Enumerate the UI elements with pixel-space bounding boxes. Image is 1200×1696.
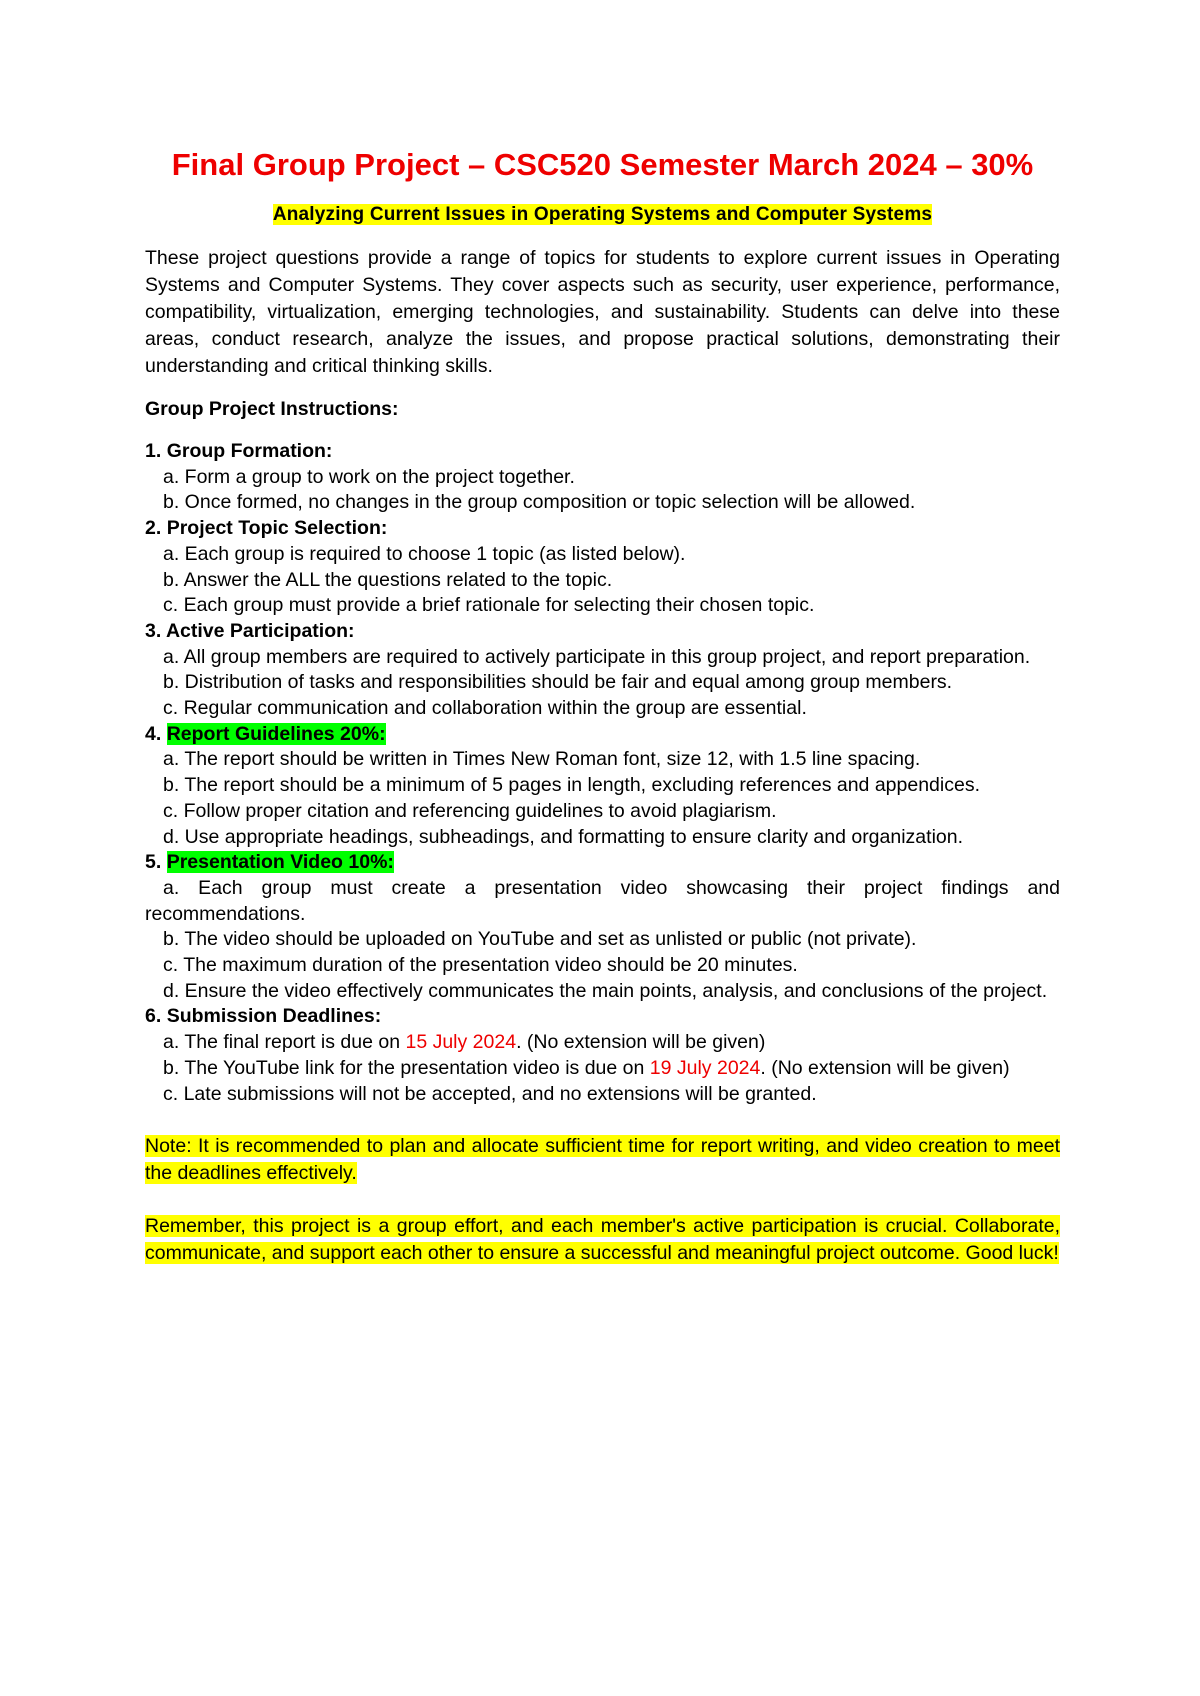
section-title: 5. Presentation Video 10%:	[145, 851, 394, 874]
list-item: b. Once formed, no changes in the group composition or topic selection will be allowed.	[163, 491, 916, 514]
section-title: 6. Submission Deadlines:	[145, 1005, 382, 1028]
section-title: 4. Report Guidelines 20%:	[145, 722, 386, 745]
subtitle-wrap	[145, 203, 1060, 227]
section-active-participation	[145, 619, 1060, 722]
section-title: 2. Project Topic Selection:	[145, 517, 388, 540]
highlighted-heading: Presentation Video 10%:	[166, 851, 394, 874]
deadline-item: b. The YouTube link for the presentation video is due on 19 July 2024. (No extension will be given)	[163, 1056, 1010, 1079]
section-title: 1. Group Formation:	[145, 440, 333, 462]
list-item: c. Regular communication and collaboration within the group are essential.	[163, 697, 807, 720]
document-page	[145, 145, 1060, 1267]
note-paragraph	[145, 1133, 1060, 1187]
deadline-date: 19 July 2024	[649, 1056, 761, 1079]
list-item: c. The maximum duration of the presentation video should be 20 minutes.	[163, 954, 798, 977]
list-item: d. Use appropriate headings, subheadings, and formatting to ensure clarity and organization.	[163, 825, 964, 848]
section-title: 3. Active Participation:	[145, 619, 355, 642]
list-item: a. Each group is required to choose 1 topic (as listed below).	[163, 542, 686, 565]
intro-paragraph: These project questions provide a range of topics for students to explore current issues in Operating Systems and Computer Systems. They cover aspects such as security, user experience, performance, compatibility, virtualization, emerging technologies, and sustainability. Students can delve into these areas, conduct research, analyze the issues, and propose practical solutions, demonstrating their understanding and critical thinking skills.	[145, 247, 1060, 377]
list-item: b. Distribution of tasks and responsibilities should be fair and equal among group members.	[163, 671, 953, 694]
list-item: a. Form a group to work on the project together.	[163, 465, 575, 488]
deadline-item: a. The final report is due on 15 July 2024. (No extension will be given)	[163, 1031, 766, 1054]
instructions-heading: Group Project Instructions:	[145, 398, 399, 420]
list-item: a. The report should be written in Times New Roman font, size 12, with 1.5 line spacing.	[163, 748, 921, 771]
note-text: Note: It is recommended to plan and allocate sufficient time for report writing, and video creation to meet the deadlines effectively.	[145, 1135, 1060, 1185]
document-subtitle: Analyzing Current Issues in Operating Systems and Computer Systems	[272, 204, 933, 225]
document-title: Final Group Project – CSC520 Semester March 2024 – 30%	[171, 147, 1034, 182]
list-item: a. Each group must create a presentation video showcasing their project findings and recommendations.	[145, 876, 1060, 925]
list-item: c. Each group must provide a brief rationale for selecting their chosen topic.	[163, 594, 815, 617]
list-item: a. All group members are required to actively participate in this group project, and report preparation.	[163, 645, 1031, 668]
deadline-date: 15 July 2024	[405, 1031, 517, 1054]
list-item: d. Ensure the video effectively communicates the main points, analysis, and conclusions of the project.	[163, 979, 1048, 1002]
list-item: b. The report should be a minimum of 5 pages in length, excluding references and appendices.	[163, 774, 980, 797]
section-report-guidelines	[145, 722, 1060, 851]
highlighted-heading: Report Guidelines 20%:	[166, 722, 386, 745]
remember-paragraph	[145, 1213, 1060, 1267]
section-submission-deadlines	[145, 1004, 1060, 1107]
section-topic-selection	[145, 516, 1060, 619]
section-presentation-video	[145, 850, 1060, 1004]
remember-text: Remember, this project is a group effort, and each member's active participation is crucial. Collaborate, communicate, and support each other to ensure a successful and meaningful project outcome. Good luck!	[145, 1215, 1060, 1265]
section-group-formation	[145, 439, 1060, 516]
list-item: b. The video should be uploaded on YouTube and set as unlisted or public (not private).	[163, 928, 917, 951]
list-item: c. Follow proper citation and referencing guidelines to avoid plagiarism.	[163, 799, 777, 822]
list-item: c. Late submissions will not be accepted, and no extensions will be granted.	[163, 1082, 817, 1105]
list-item: b. Answer the ALL the questions related to the topic.	[163, 568, 613, 591]
